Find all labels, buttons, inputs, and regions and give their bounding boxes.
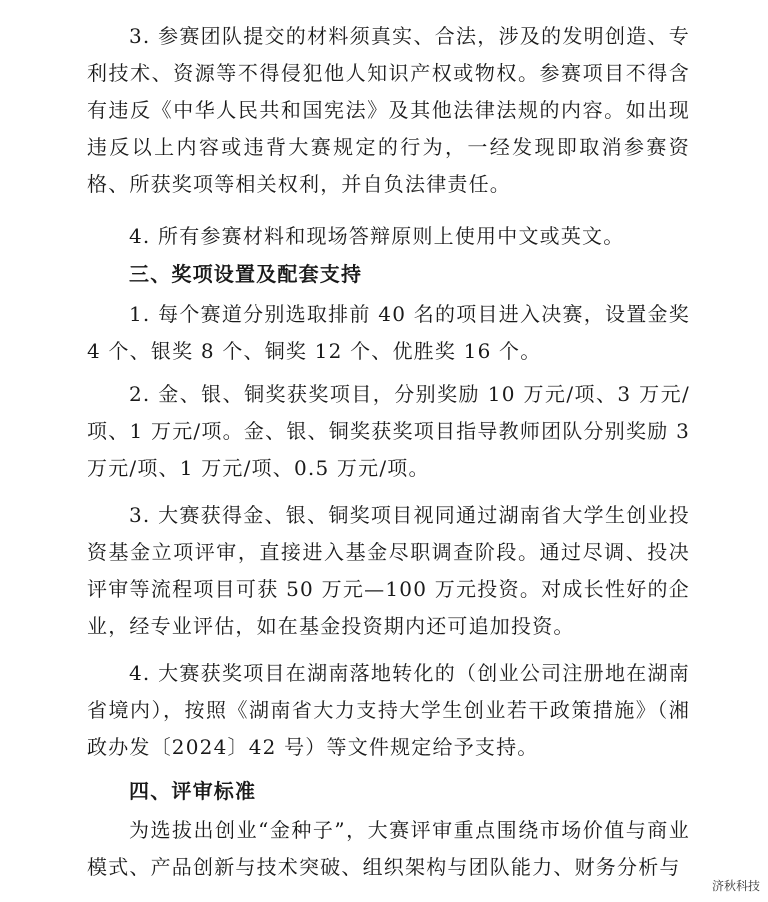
paragraph-language: 4. 所有参赛材料和现场答辩原则上使用中文或英文。: [129, 224, 625, 248]
paragraph-investment-fund: 3. 大赛获得金、银、铜奖项目视同通过湖南省大学生创业投资基金立项评审，直接进入基金尽职调查阶段。通过尽调、投决评审等流程项目可获 50 万元—100 万元投资。对成长性好的企业，经专业评估，如在基金投资期内还可追加投资。: [87, 503, 690, 638]
paragraph-criteria: 为选拔出创业“金种子”，大赛评审重点围绕市场价值与商业模式、产品创新与技术突破、组织架构与团队能力、财务分析与: [87, 818, 690, 879]
paragraph-award-quota: 1. 每个赛道分别选取排前 40 名的项目进入决赛，设置金奖 4 个、银奖 8 个、铜奖 12 个、优胜奖 16 个。: [87, 302, 690, 363]
watermark-text: 济秋科技: [711, 879, 760, 893]
paragraph-award-money: 2. 金、银、铜奖获奖项目，分别奖励 10 万元/项、3 万元/项、1 万元/项。金、银、铜奖获奖项目指导教师团队分别奖励 3 万元/项、1 万元/项、0.5 万元/项。: [87, 382, 690, 480]
paragraph-local-support: 4. 大赛获奖项目在湖南落地转化的（创业公司注册地在湖南省境内），按照《湖南省大力支持大学生创业若干政策措施》（湘政办发〔2024〕42 号）等文件规定给予支持。: [87, 661, 690, 759]
paragraph-materials-authenticity: 3. 参赛团队提交的材料须真实、合法，涉及的发明创造、专利技术、资源等不得侵犯他人知识产权或物权。参赛项目不得含有违反《中华人民共和国宪法》及其他法律法规的内容。如出现违反以上内容或违背大赛规定的行为，一经发现即取消参赛资格、所获奖项等相关权利，并自负法律责任。: [87, 24, 690, 196]
section-heading-criteria: 四、评审标准: [129, 779, 257, 803]
section-heading-awards: 三、奖项设置及配套支持: [129, 262, 363, 286]
